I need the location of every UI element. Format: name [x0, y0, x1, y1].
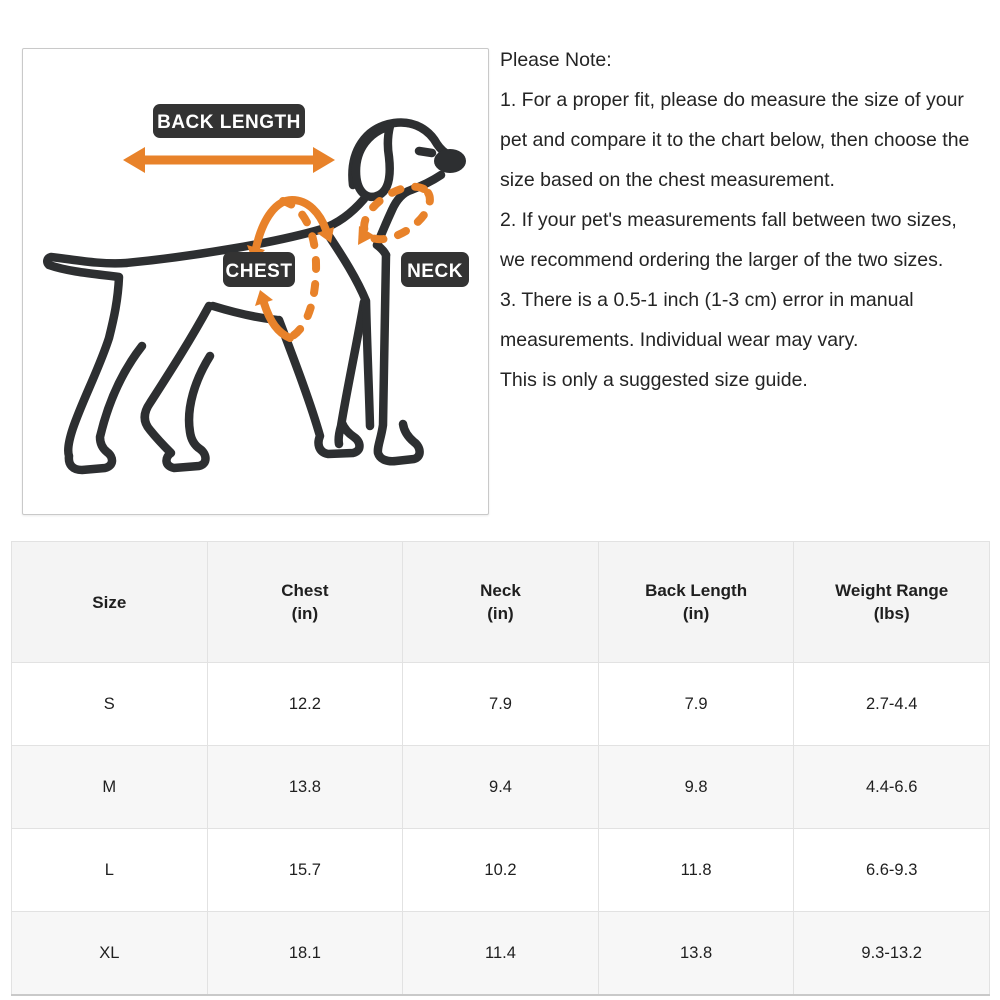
notes-section [500, 40, 996, 400]
cell-weight-range: 6.6-9.3 [794, 829, 990, 912]
cell-weight-range: 2.7-4.4 [794, 663, 990, 746]
mouth-line [419, 151, 432, 153]
table-row-xl [12, 912, 990, 996]
dog-outline-illustration [47, 123, 466, 470]
header-sub: (in) [682, 604, 710, 623]
cell-size: M [12, 746, 208, 829]
header-sub: (lbs) [873, 604, 910, 623]
cell-neck: 10.2 [403, 829, 599, 912]
header-sub: (in) [487, 604, 514, 623]
notes-title: Please Note: [500, 49, 612, 71]
neck-label [401, 252, 469, 287]
cell-neck: 9.4 [403, 746, 599, 829]
chest-label [223, 252, 295, 287]
header-label: Chest [281, 581, 329, 600]
header-label: Size [92, 592, 127, 612]
cell-chest: 12.2 [207, 663, 403, 746]
cell-size: S [12, 663, 208, 746]
table-row-m [12, 746, 990, 829]
header-row [12, 542, 990, 663]
note-line: This is only a suggested size guide. [500, 369, 808, 391]
cell-weight-range: 4.4-6.6 [794, 746, 990, 829]
cell-neck: 11.4 [403, 912, 599, 996]
cell-chest: 15.7 [207, 829, 403, 912]
dog-measurement-diagram [22, 48, 489, 515]
header-chest [207, 542, 403, 663]
back-length-label-text: BACK LENGTH [157, 112, 301, 133]
note-line: 1. For a proper fit, please do measure the size of your [500, 89, 964, 111]
cell-chest: 13.8 [207, 746, 403, 829]
back-length-arrow [123, 147, 335, 173]
cell-size: L [12, 829, 208, 912]
nose [434, 149, 466, 173]
cell-neck: 7.9 [403, 663, 599, 746]
cell-back-length: 7.9 [598, 663, 794, 746]
header-sub: (in) [291, 604, 319, 623]
size-chart-table [11, 541, 990, 996]
note-line: 2. If your pet's measurements fall between two sizes, [500, 209, 957, 231]
cell-size: XL [12, 912, 208, 996]
header-back-length [598, 542, 794, 663]
header-weight-range [794, 542, 990, 663]
table-row-s [12, 663, 990, 746]
note-line: we recommend ordering the larger of the two sizes. [500, 249, 944, 271]
header-size [12, 542, 208, 663]
cell-weight-range: 9.3-13.2 [794, 912, 990, 996]
cell-back-length: 9.8 [598, 746, 794, 829]
table-row-l [12, 829, 990, 912]
cell-back-length: 13.8 [598, 912, 794, 996]
header-label: Neck [480, 581, 521, 600]
header-neck [403, 542, 599, 663]
arrowhead-right-icon [313, 147, 335, 173]
neck-label-text: NECK [407, 261, 463, 282]
back-length-label [153, 104, 305, 138]
note-line: pet and compare it to the chart below, then choose the [500, 129, 970, 151]
dog-diagram-svg [23, 49, 488, 514]
header-label: Back Length [645, 581, 748, 600]
note-line: measurements. Individual wear may vary. [500, 329, 859, 351]
header-label: Weight Range [835, 581, 949, 600]
arrowhead-left-icon [123, 147, 145, 173]
chest-label-text: CHEST [225, 261, 293, 282]
cell-chest: 18.1 [207, 912, 403, 996]
note-line: size based on the chest measurement. [500, 169, 835, 191]
cell-back-length: 11.8 [598, 829, 794, 912]
note-line: 3. There is a 0.5-1 inch (1-3 cm) error in manual [500, 289, 914, 311]
